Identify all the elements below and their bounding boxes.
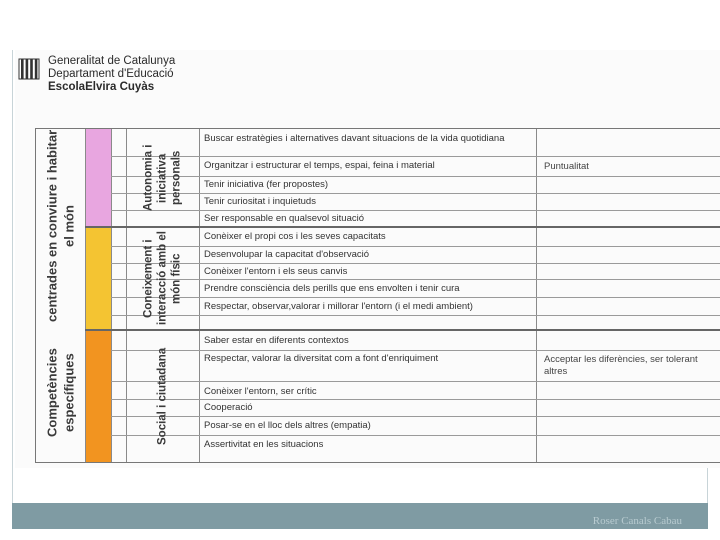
row-line [111, 350, 720, 351]
main-label-line2: centrades en conviure i habitar el món [44, 129, 77, 322]
band-coneixement [85, 227, 111, 330]
row-line [111, 156, 720, 157]
row-assertivitat: Assertivitat en les situacions [204, 439, 324, 450]
band-social [85, 330, 111, 462]
row-line [111, 210, 720, 211]
row-buscar-estrategies: Buscar estratègies i alternatives davant situacions de la vida quotidiana [204, 133, 505, 144]
row-curiositat: Tenir curiositat i inquietuds [204, 196, 316, 207]
row-empatia: Posar-se en el lloc dels altres (empatia) [204, 420, 371, 431]
row-propi-cos: Conèixer el propi cos i les seves capacitats [204, 231, 386, 242]
row-line [111, 279, 720, 280]
scanned-document [15, 50, 720, 468]
header-line-generalitat: Generalitat de Catalunya [48, 55, 176, 67]
row-diversitat: Respectar, valorar la diversitat com a font d'enriquiment [204, 353, 439, 364]
row-critic: Conèixer l'entorn, ser crític [204, 386, 317, 397]
col-divider-2 [111, 129, 112, 462]
header-line-department: Departament d'Educació [48, 68, 174, 80]
row-line [111, 263, 720, 264]
obs-acceptar-line1: Acceptar les diferències, ser tolerant [544, 354, 698, 365]
col-divider-4 [199, 129, 200, 462]
row-iniciativa: Tenir iniciativa (fer propostes) [204, 179, 329, 190]
main-category-label [36, 129, 85, 462]
row-line [111, 315, 720, 316]
band-autonomia [85, 129, 111, 227]
row-observacio: Desenvolupar la capacitat d'observació [204, 249, 369, 260]
group-label-coneixement: Coneixement i interacció amb el món físic [142, 231, 183, 326]
row-entorn-canvis: Conèixer l'entorn i els seus canvis [204, 266, 348, 277]
row-perills: Prendre consciència dels perills que ens envolten i tenir cura [204, 283, 460, 294]
obs-acceptar-line2: altres [544, 366, 568, 377]
row-line [111, 435, 720, 436]
document-header [48, 55, 175, 94]
col-divider-1 [85, 129, 86, 462]
row-line [111, 416, 720, 417]
competencies-table [35, 128, 720, 463]
row-line [111, 193, 720, 194]
group-label-autonomia: Autonomia i iniciativa personals [142, 144, 183, 212]
row-saber-estar: Saber estar en diferents contextos [204, 335, 349, 346]
row-organitzar: Organitzar i estructurar el temps, espai, feina i material [204, 160, 435, 171]
main-label-line1: Competències específiques [44, 347, 77, 437]
group-label-social: Social i ciutadana [156, 347, 169, 445]
col-divider-5 [536, 129, 537, 462]
row-responsable: Ser responsable en qualsevol situació [204, 213, 365, 224]
header-line-school: EscolaElvira Cuyàs [48, 81, 155, 93]
row-line [111, 176, 720, 177]
footer-author: Roser Canals Cabau [592, 515, 682, 527]
row-line [111, 381, 720, 382]
obs-puntualitat: Puntualitat [544, 161, 589, 172]
row-line [111, 246, 720, 247]
row-respectar-entorn: Respectar, observar,valorar i millorar l'entorn (i el medi ambient) [204, 301, 473, 312]
row-line [111, 399, 720, 400]
frame-left-line [12, 50, 13, 503]
row-line [111, 297, 720, 298]
row-cooperacio: Cooperació [204, 402, 253, 413]
footer-bar [12, 503, 708, 529]
generalitat-logo-icon [18, 58, 40, 80]
